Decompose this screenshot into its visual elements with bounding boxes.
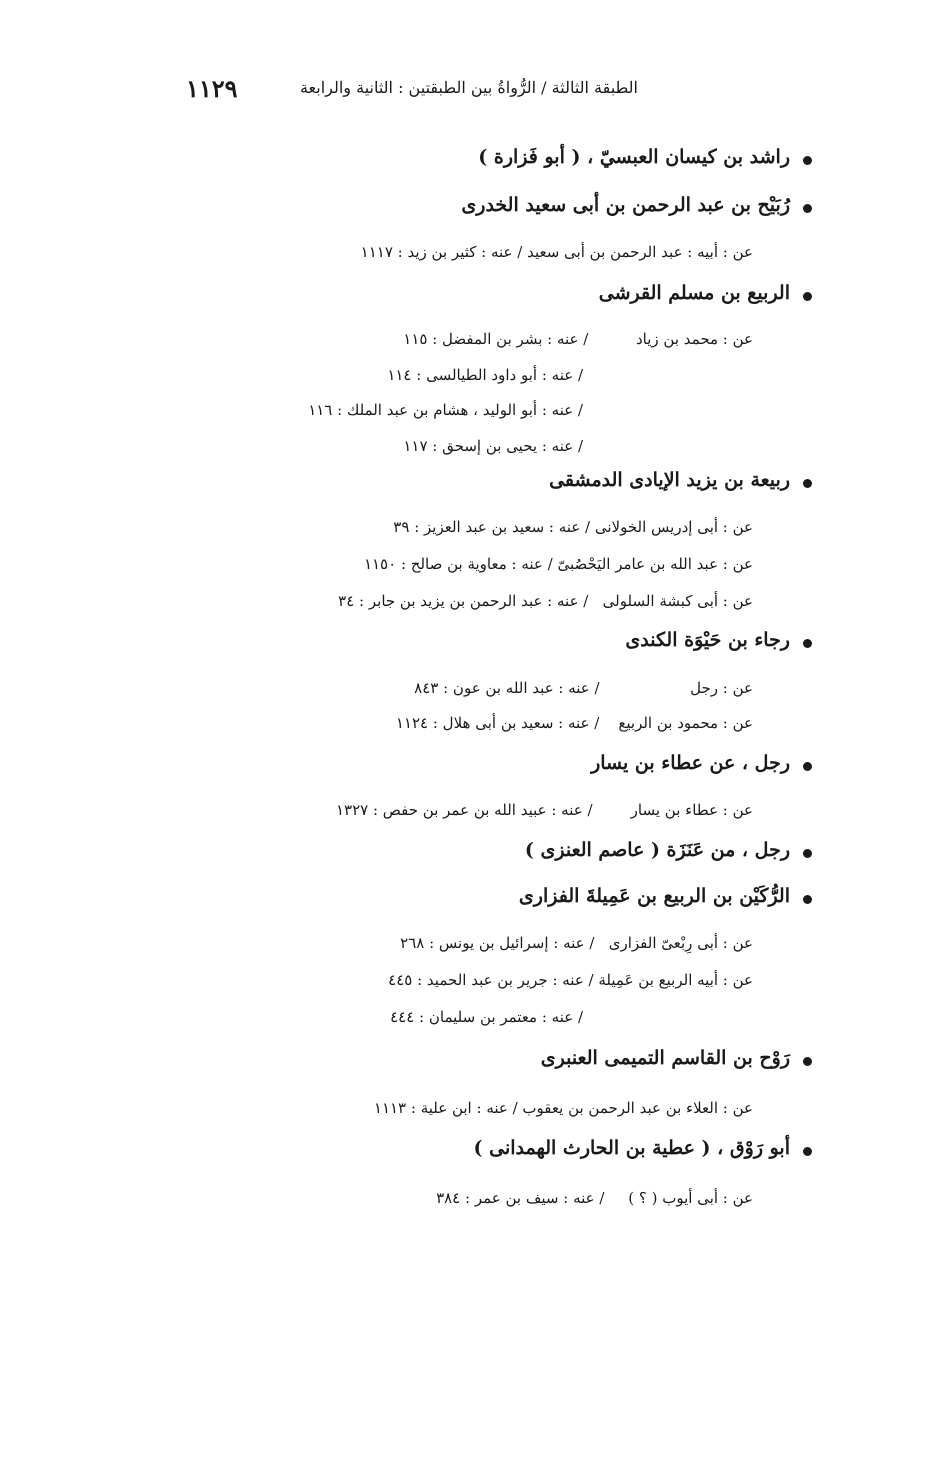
entry-bullet (803, 479, 812, 488)
chain-line: عن : أبى أيوب ( ؟ ) / عنه : سيف بن عمر : ٣٨٤ (436, 1189, 753, 1207)
narrator-name: رجل ، من عَنَزَة ( عاصم العنزى ) (524, 839, 790, 861)
entry-bullet (803, 1057, 812, 1066)
narrator-name: رُبَيْح بن عبد الرحمن بن أبى سعيد الخدرى (461, 194, 790, 216)
narrator-name: رجاء بن حَيْوَة الكندى (625, 629, 790, 651)
narrator-name: رَوْح بن القاسم التميمى العنبرى (540, 1047, 790, 1069)
narrator-name: أبو رَوْق ، ( عطية بن الحارث الهمدانى ) (473, 1137, 790, 1159)
narrator-name: رجل ، عن عطاء بن يسار (591, 752, 790, 774)
chain-line: عن : أبى رِبْعىّ الفزارى / عنه : إسرائيل بن يونس : ٢٦٨ (400, 934, 753, 952)
entry-bullet (803, 156, 812, 165)
running-title: الطبقة الثالثة / الرُّواةُ بين الطبقتين : الثانية والرابعة (299, 78, 638, 97)
narrator-name: ربيعة بن يزيد الإيادى الدمشقى (549, 469, 790, 491)
narrator-name: الربيع بن مسلم القرشى (598, 282, 790, 304)
chain-line: عن : محمد بن زياد / عنه : بشر بن المفضل : ١١٥ (403, 330, 753, 348)
chain-line: / عنه : يحيى بن إسحق : ١١٧ (403, 437, 583, 455)
chain-line: / عنه : معتمر بن سليمان : ٤٤٤ (390, 1008, 583, 1026)
chain-line: عن : أبى إدريس الخولانى / عنه : سعيد بن عبد العزيز : ٣٩ (393, 518, 753, 536)
narrator-name: الرُّكَيْن بن الربيع بن عَمِيلةَ الفزارى (518, 885, 790, 907)
page-header (0, 74, 948, 104)
entry-bullet (803, 895, 812, 904)
chain-line: عن : عطاء بن يسار / عنه : عبيد الله بن عمر بن حفص : ١٣٢٧ (335, 801, 753, 819)
entry-bullet (803, 1147, 812, 1156)
chain-line: عن : رجل / عنه : عبد الله بن عون : ٨٤٣ (414, 679, 753, 697)
chain-line: / عنه : أبو داود الطيالسى : ١١٤ (387, 366, 583, 384)
entry-bullet (803, 849, 812, 858)
chain-line: عن : عبد الله بن عامر اليَحْصُبىّ / عنه : معاوية بن صالح : ١١٥٠ (363, 555, 753, 573)
entry-bullet (803, 639, 812, 648)
page-number: ١١٢٩ (186, 74, 238, 103)
chain-line: عن : محمود بن الربيع / عنه : سعيد بن أبى هلال : ١١٢٤ (395, 714, 753, 732)
chain-line: عن : أبى كبشة السلولى / عنه : عبد الرحمن بن يزيد بن جابر : ٣٤ (338, 592, 753, 610)
chain-line: عن : أبيه : عبد الرحمن بن أبى سعيد / عنه : كثير بن زيد : ١١١٧ (360, 243, 753, 261)
entry-bullet (803, 204, 812, 213)
chain-line: عن : العلاء بن عبد الرحمن بن يعقوب / عنه : ابن علية : ١١١٣ (373, 1099, 753, 1117)
entry-bullet (803, 292, 812, 301)
entry-bullet (803, 762, 812, 771)
narrator-name: راشد بن كيسان العبسيّ ، ( أبو فَزارة ) (478, 146, 790, 168)
chain-line: / عنه : أبو الوليد ، هشام بن عبد الملك : ١١٦ (308, 401, 583, 419)
chain-line: عن : أبيه الربيع بن عَمِيلة / عنه : جرير بن عبد الحميد : ٤٤٥ (388, 971, 753, 989)
